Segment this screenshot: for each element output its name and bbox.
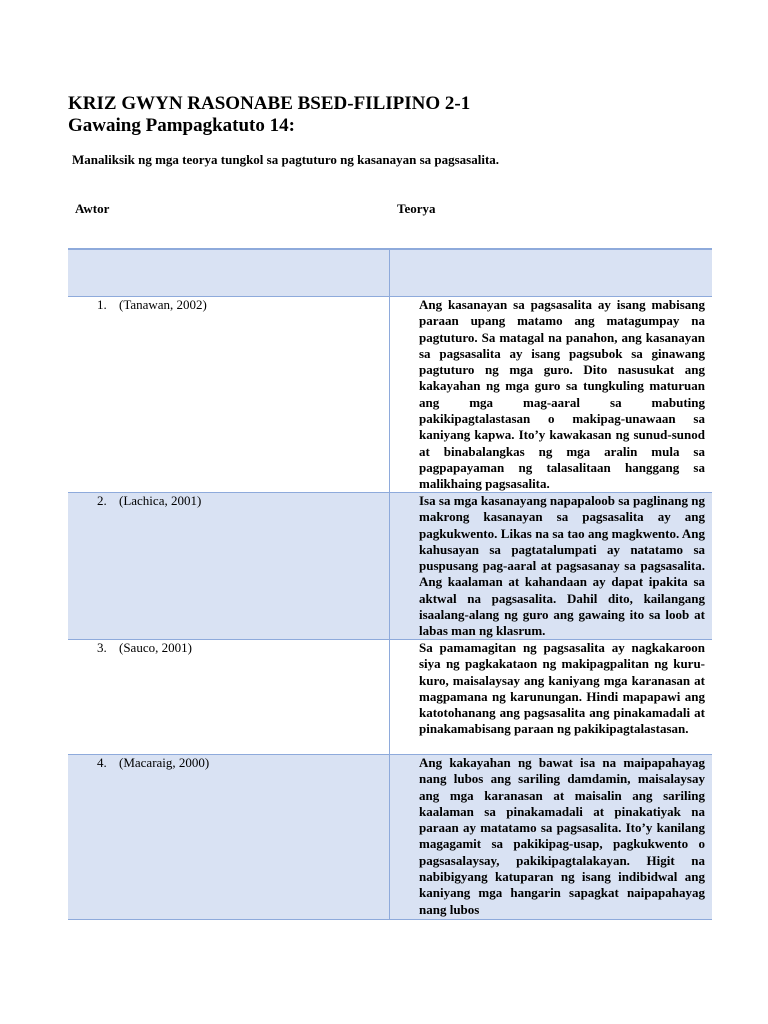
column-divider [389, 297, 390, 492]
activity-title: Gawaing Pampagkatuto 14: [68, 115, 295, 136]
theory-cell: Ang kakayahan ng bawat isa na maipapahayag nang lubos ang sariling damdamin, maisalaysay ang mga karanasan at maisalin ang sariling kaalaman sa pinakamadali at pinakatiyak na paraan ay matatamo sa pagsasalita. Ito’y kanilang magagamit sa pakikipag-usap, pagkukwento o pagsasalaysay, pakikipagtalakayan. Higit na nabibigyang katuparan ng isang indibidwal ang kaniyang mga hangarin sapagkat naipapahayag nang lubos [419, 755, 705, 917]
table-row [68, 755, 712, 920]
theory-cell: Sa pamamagitan ng pagsasalita ay nagkakaroon siya ng pagkakataon ng makipagpalitan ng kuru-kuro, maisalaysay ang kaniyang mga karanasan at magpamana ng karunungan. Hindi mapapawi ang katotohanang ang pagsasalita ang pinakamadali at pinakamabisang paraan ng pakikipagtalastasan. [419, 640, 705, 737]
column-divider [389, 493, 390, 639]
column-divider [389, 640, 390, 754]
table-row [68, 640, 712, 755]
table-row [68, 493, 712, 640]
theory-cell: Ang kasanayan sa pagsasalita ay isang mabisang paraan upang matamo ang matagumpay na pagtuturo. Sa matagal na panahon, ang kasanayan sa pagsasalita ay isang pagsubok sa ginawang pagtuturo ng mga guro. Dito nasusukat ang kakayahan ng mga guro sa tungkuling maturuan ang mga mag-aaral sa mabuting pakikipagtalastasan o makipag-unawaan sa kaniyang kapwa. Ito’y kawakasan ng sunud-sunod at binabalangkas ng mga aralin mula sa pagpapayaman ng talasalitaan hanggang sa malikhaing pagsasalita. [419, 297, 705, 492]
author-cell: 1. (Tanawan, 2002) [97, 297, 207, 312]
column-header-theory: Teorya [397, 201, 436, 216]
author-cell: 4. (Macaraig, 2000) [97, 755, 210, 770]
author-cell: 3. (Sauco, 2001) [97, 640, 192, 655]
column-divider [389, 755, 390, 919]
author-cell: 2. (Lachica, 2001) [97, 493, 202, 508]
instruction-text: Manaliksik ng mga teorya tungkol sa pagtuturo ng kasanayan sa pagsasalita. [72, 152, 500, 167]
theory-cell: Isa sa mga kasanayang napapaloob sa paglinang ng makrong kasanayan sa pagsasalita ay ang pagkukwento. Likas na sa tao ang magkwento. Ang kahusayan sa pagtatalumpati ay natatamo sa puspusang pag-aaral at pagsasanay sa pagsasalita. Ang kaalaman at kahandaan ay dapat ipakita sa aktwal na pagsasalita. Dahil dito, kailangang isaalang-alang ng guro ang gawaing ito sa loob at labas man ng klasrum. [419, 493, 705, 639]
column-header-author: Awtor [75, 201, 110, 216]
table-row [68, 297, 712, 493]
student-name-heading: KRIZ GWYN RASONABE BSED-FILIPINO 2-1 [68, 93, 471, 114]
column-divider [389, 250, 390, 296]
table-header-row-blank [68, 250, 712, 297]
